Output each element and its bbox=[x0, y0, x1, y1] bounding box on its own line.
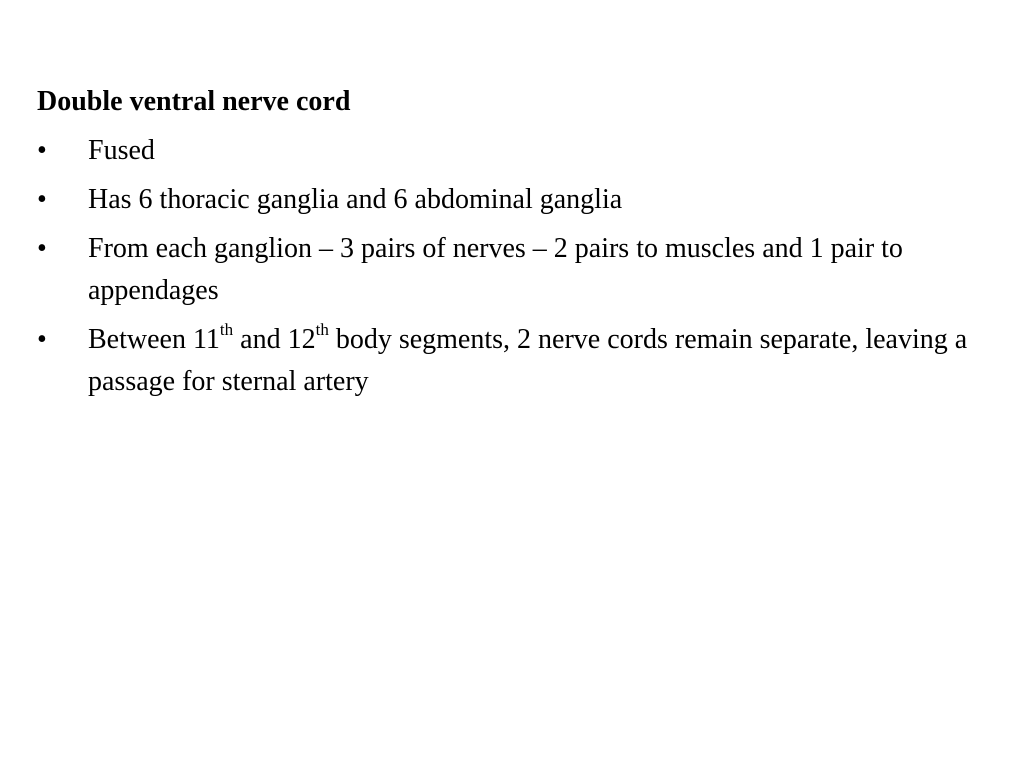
bullet-text-part: body segments, 2 nerve cords remain separate, leaving a passage for sternal artery bbox=[88, 324, 968, 397]
bullet-marker: • bbox=[37, 135, 47, 166]
bullet-text: Fused bbox=[88, 135, 155, 166]
bullet-marker: • bbox=[37, 184, 47, 215]
bullet-text-part: Between 11 bbox=[88, 324, 220, 355]
bullet-item-ganglia bbox=[37, 179, 997, 221]
ordinal-superscript: th bbox=[315, 319, 329, 339]
bullet-item-segments bbox=[37, 319, 997, 403]
bullet-text: Has 6 thoracic ganglia and 6 abdominal ganglia bbox=[88, 184, 623, 215]
bullet-item-fused bbox=[37, 130, 997, 172]
bullet-marker: • bbox=[37, 233, 47, 264]
ordinal-superscript: th bbox=[219, 319, 234, 339]
bullet-text: From each ganglion – 3 pairs of nerves – 2 pairs to muscles and 1 pair to appendages bbox=[88, 233, 903, 306]
bullet-list bbox=[37, 130, 997, 410]
bullet-text-part: and 12 bbox=[233, 324, 316, 355]
slide-heading: Double ventral nerve cord bbox=[37, 86, 351, 117]
bullet-marker: • bbox=[37, 324, 47, 355]
bullet-text bbox=[88, 319, 968, 397]
bullet-item-nerves bbox=[37, 228, 997, 312]
